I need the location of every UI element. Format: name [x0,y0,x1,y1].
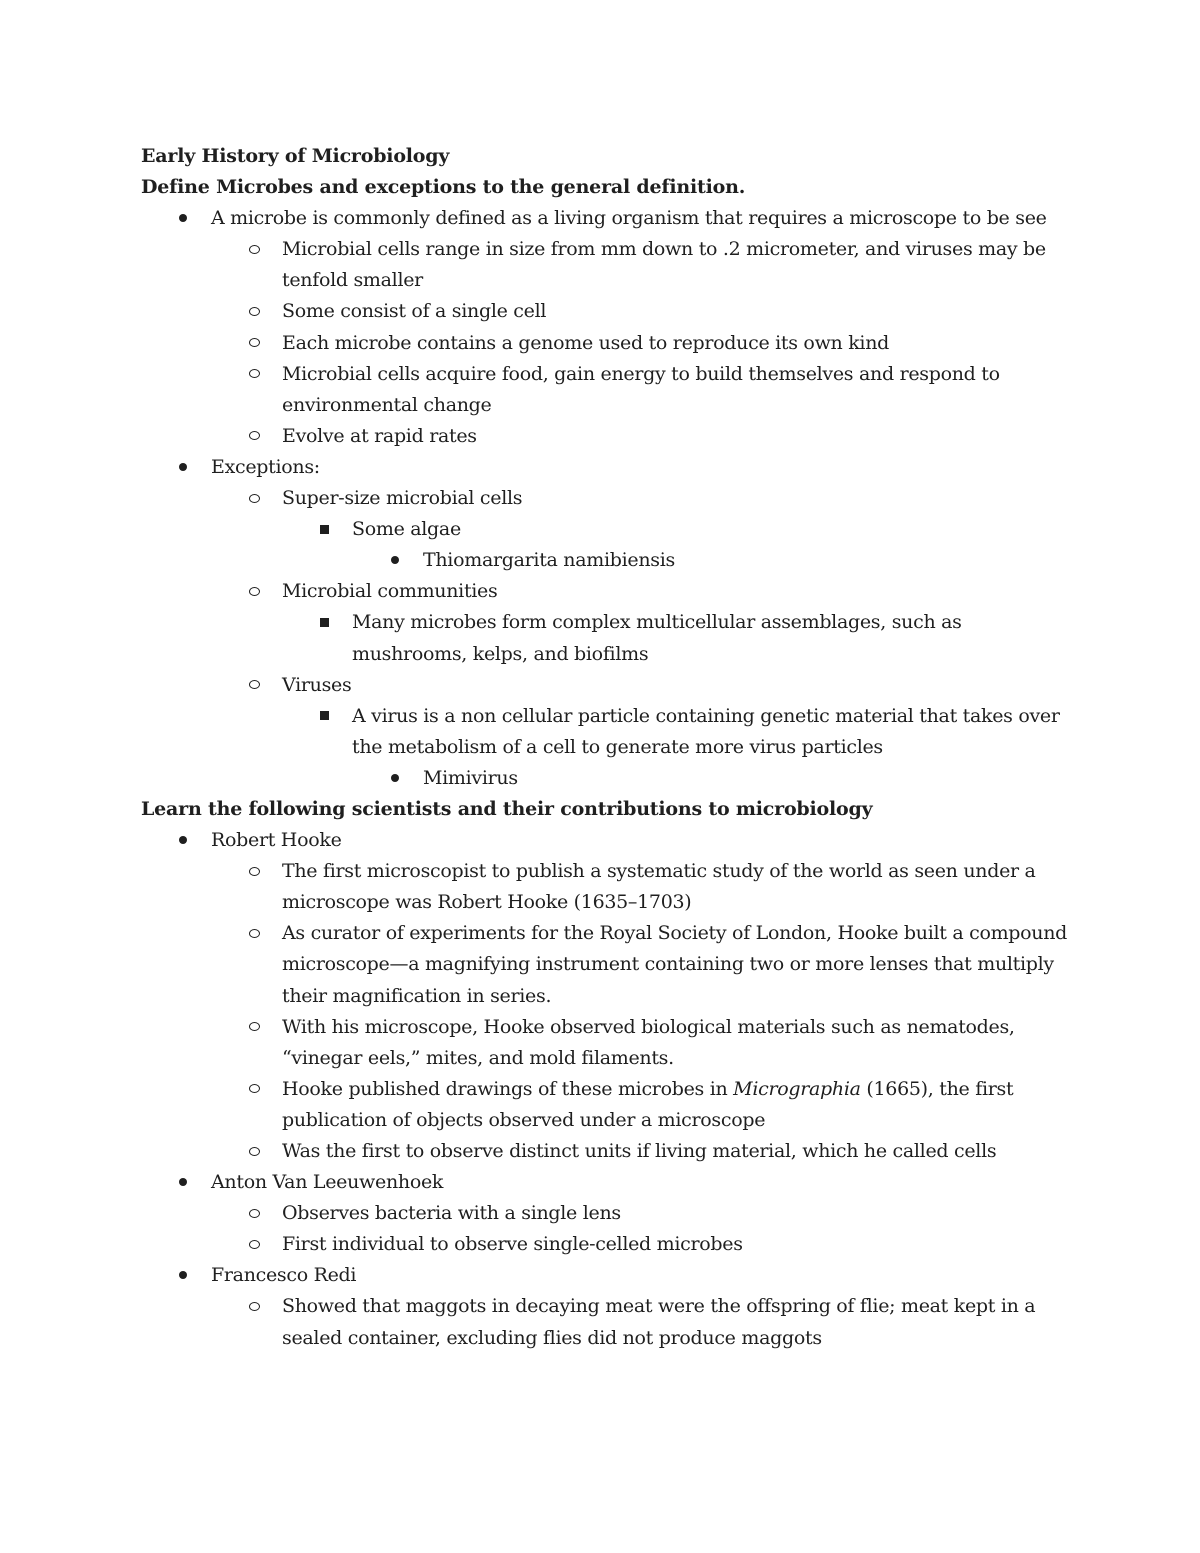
bullet-dot-icon [385,763,405,794]
bullet-circle-icon [244,359,264,390]
list-item-text: Microbial cells range in size from mm down to .2 micrometer, and viruses may be tenfold smaller [282,238,1046,292]
list-item [141,483,1071,514]
bullet-dot-icon [173,1260,193,1291]
bullet-circle-icon [244,918,264,949]
list-item [141,670,1071,701]
list-item [141,825,1071,856]
list-item-text: As curator of experiments for the Royal Society of London, Hooke built a compound microscope—a magnifying instrument containing two or more lenses that multiply their magnification in series. [282,922,1068,1007]
list-item [141,607,1071,669]
book-title: Micrographia [733,1077,861,1100]
list-item-text: A virus is a non cellular particle containing genetic material that takes over the metabolism of a cell to generate more virus particles [352,704,1060,758]
list-item-text: Each microbe contains a genome used to reproduce its own kind [282,331,890,354]
bullet-dot-icon [173,203,193,234]
bullet-square-icon [314,701,334,732]
scientist-name: Anton Van Leeuwenhoek [211,1171,444,1194]
text-run: (1665), the first publication of objects observed under a microscope [282,1077,1014,1131]
bullet-circle-icon [244,483,264,514]
list-item [141,1012,1071,1074]
list-item-text: Microbial communities [282,580,498,603]
list-item-text [282,1078,1013,1131]
bullet-circle-icon [244,1229,264,1260]
bullet-circle-icon [244,670,264,701]
bullet-circle-icon [244,576,264,607]
list-item [141,856,1071,918]
list-item [141,203,1071,234]
list-item [141,1198,1071,1229]
list-item [141,1136,1071,1167]
list-item [141,514,1071,545]
bullet-square-icon [314,514,334,545]
bullet-circle-icon [244,1198,264,1229]
section-heading-scientists: Learn the following scientists and their contributions to microbiology [141,797,873,820]
scientists-list [141,825,1071,1354]
list-item [141,234,1071,296]
list-item [141,763,1071,794]
list-item [141,701,1071,763]
scientist-name: Robert Hooke [211,829,342,852]
bullet-circle-icon [244,1012,264,1043]
bullet-circle-icon [244,1291,264,1322]
list-item [141,359,1071,421]
list-item-text: Many microbes form complex multicellular assemblages, such as mushrooms, kelps, and biofilms [352,611,962,665]
list-item-text: A microbe is commonly defined as a living organism that requires a microscope to be see [211,207,1047,230]
bullet-dot-icon [385,545,405,576]
text-run: Hooke published drawings of these microbes in [282,1077,734,1100]
list-item [141,1291,1071,1353]
bullet-circle-icon [244,1074,264,1105]
list-item-text: Viruses [282,673,352,696]
list-item [141,421,1071,452]
list-item-text: Thiomargarita namibiensis [423,549,675,572]
list-item-text: Mimivirus [423,766,518,789]
list-item [141,452,1071,483]
bullet-dot-icon [173,452,193,483]
list-item [141,1229,1071,1260]
list-item-text: Was the first to observe distinct units if living material, which he called cells [282,1140,997,1162]
bullet-square-icon [314,607,334,638]
list-item [141,545,1071,576]
list-item-text: Some consist of a single cell [282,300,547,323]
section-heading-microbes: Define Microbes and exceptions to the general definition. [141,176,746,199]
bullet-circle-icon [244,421,264,452]
document-body [141,141,1071,1354]
list-item-text: First individual to observe single-celled microbes [282,1233,743,1256]
list-item [141,296,1071,327]
list-item-text: Microbial cells acquire food, gain energy to build themselves and respond to environmental change [282,362,1000,416]
list-item [141,576,1071,607]
list-item [141,328,1071,359]
document-title: Early History of Microbiology [141,145,450,167]
list-item-text: Showed that maggots in decaying meat were the offspring of flie; meat kept in a sealed container, excluding flies did not produce maggots [282,1295,1036,1349]
list-item [141,1074,1071,1136]
list-item-text: Evolve at rapid rates [282,424,477,447]
microbe-definition-list [141,203,1071,794]
bullet-circle-icon [244,1136,264,1167]
list-item [141,1167,1071,1198]
bullet-circle-icon [244,296,264,327]
bullet-circle-icon [244,328,264,359]
list-item [141,918,1071,1011]
bullet-dot-icon [173,825,193,856]
list-item-text: With his microscope, Hooke observed biological materials such as nematodes, “vinegar eels,” mites, and mold filaments. [282,1015,1015,1069]
bullet-circle-icon [244,234,264,265]
list-item-text: Some algae [352,518,461,541]
scientist-name: Francesco Redi [211,1264,357,1287]
list-item-text: Super-size microbial cells [282,487,523,510]
list-item-text: The first microscopist to publish a systematic study of the world as seen under a microscope was Robert Hooke (1635–1703) [282,860,1036,914]
list-item-text: Observes bacteria with a single lens [282,1202,621,1225]
list-item-text: Exceptions: [211,455,320,478]
list-item [141,1260,1071,1291]
bullet-circle-icon [244,856,264,887]
bullet-dot-icon [173,1167,193,1198]
